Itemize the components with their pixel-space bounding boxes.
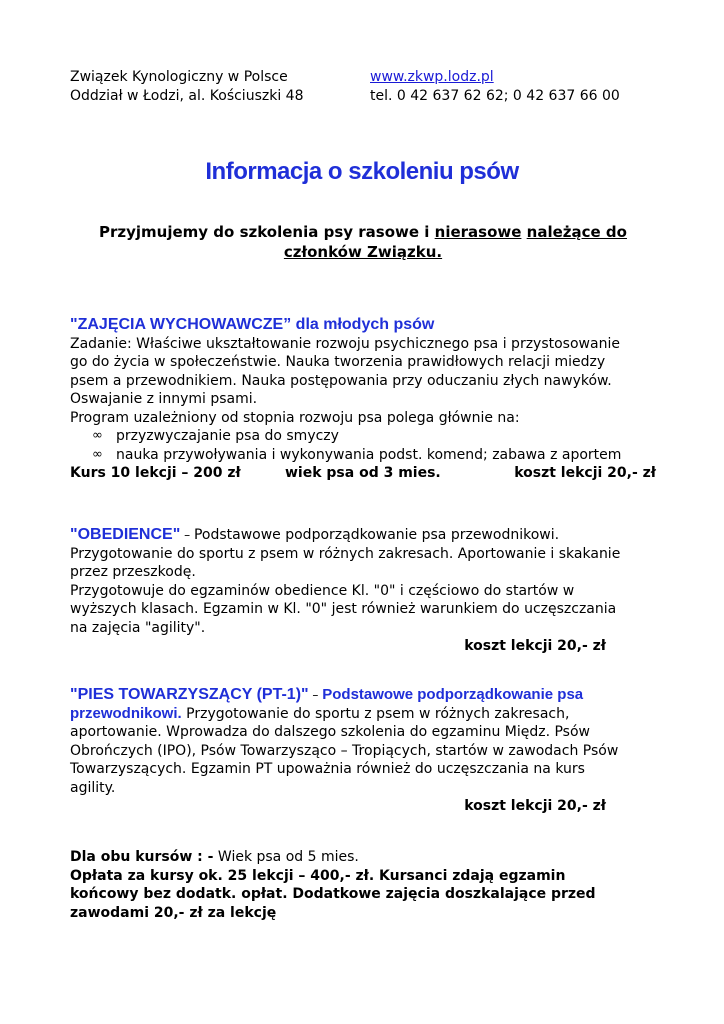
section2-heading: "OBEDIENCE" xyxy=(70,526,181,543)
page-title: Informacja o szkoleniu psów xyxy=(205,158,519,185)
course-length-price: Kurs 10 lekcji – 200 zł xyxy=(70,465,241,481)
section2-line: przez przeszkodę. xyxy=(70,564,196,580)
infinity-bullet-icon: ∞ xyxy=(92,446,103,462)
intro-nalezace: należące do xyxy=(526,223,627,241)
section1-line: Zadanie: Właściwe ukształtowanie rozwoju psychicznego psa i przystosowanie xyxy=(70,335,620,352)
footer-label-rest: Wiek psa od 5 mies. xyxy=(213,849,359,865)
section-obedience xyxy=(70,526,656,656)
bullet-text: nauka przywoływania i wykonywania podst. komend; zabawa z aportem xyxy=(116,446,622,463)
section2-first-text: Podstawowe podporządkowanie psa przewodnikowi. xyxy=(193,527,560,543)
section1-bullet-list xyxy=(70,427,656,464)
section2-line: Przygotowanie do sportu z psem w różnych zakresach. Aportowanie i skakanie xyxy=(70,545,621,562)
section3-line: agility. xyxy=(70,779,116,796)
section1-line: psem a przewodnikiem. Nauka postępowania przy oduczaniu złych nawyków. xyxy=(70,372,612,389)
section1-line: Program uzależniony od stopnia rozwoju psa polega głównie na: xyxy=(70,409,520,426)
section-pies-towarzyszacy xyxy=(70,686,656,816)
bullet-text: przyzwyczajanie psa do smyczy xyxy=(116,428,339,444)
branch-address: Oddział w Łodzi, al. Kościuszki 48 xyxy=(70,88,304,104)
section2-lesson-cost: koszt lekcji 20,- zł xyxy=(464,638,606,654)
section3-lead-1: Podstawowe podporządkowanie psa xyxy=(322,686,584,703)
section2-dash: – xyxy=(180,528,194,542)
section3-first-line xyxy=(70,686,656,705)
course-dog-age: wiek psa od 3 mies. xyxy=(285,465,441,481)
intro-line-1 xyxy=(70,222,656,242)
section1-heading-rest: dla młodych psów xyxy=(291,316,435,333)
section3-heading: "PIES TOWARZYSZĄCY (PT-1)" xyxy=(70,686,309,703)
section1-line: go do życia w społeczeństwie. Nauka tworzenia prawidłowych relacji miedzy xyxy=(70,354,606,370)
section3-dash: – xyxy=(308,688,323,702)
section2-first-line xyxy=(70,526,656,545)
footer-label: Dla obu kursów : - xyxy=(70,849,214,865)
section2-line: Przygotowuje do egzaminów obedience Kl. "0" i częściowo do startów w xyxy=(70,582,575,599)
section3-line: aportowanie. Wprowadza do dalszego szkolenia do egzaminu Międz. Psów xyxy=(70,724,590,740)
section3-first-rest: Przygotowanie do sportu z psem w różnych zakresach, xyxy=(181,705,570,722)
intro-text xyxy=(70,222,656,262)
footer-line: końcowy bez dodatk. opłat. Dodatkowe zajęcia doszkalające przed xyxy=(70,886,596,902)
section-both-courses xyxy=(70,848,656,922)
website-link[interactable]: www.zkwp.lodz.pl xyxy=(370,69,494,85)
section-zajecia-wychowawcze xyxy=(70,316,656,483)
section1-line: Oswajanie z innymi psami. xyxy=(70,391,258,407)
phone-numbers: tel. 0 42 637 62 62; 0 42 637 66 00 xyxy=(370,88,620,104)
intro-part-1: Przyjmujemy do szkolenia psy rasowe i xyxy=(99,223,435,241)
section3-line: Towarzyszących. Egzamin PT upoważnia również do uczęszczania na kurs xyxy=(70,761,585,777)
intro-line-2: członków Związku. xyxy=(283,243,443,261)
section1-heading-quoted: "ZAJĘCIA WYCHOWAWCZE” xyxy=(70,316,292,333)
letterhead-row-2 xyxy=(70,87,670,106)
footer-line: zawodami 20,- zł za lekcję xyxy=(70,904,277,921)
organization-name: Związek Kynologiczny w Polsce xyxy=(70,69,288,85)
section3-line: Obrończych (IPO), Psów Towarzysząco – Tropiących, startów w zawodach Psów xyxy=(70,742,619,759)
section3-lesson-cost: koszt lekcji 20,- zł xyxy=(464,798,606,814)
intro-nierasowe: nierasowe xyxy=(434,223,522,241)
section3-second-line xyxy=(70,705,656,724)
footer-first-line xyxy=(70,848,656,867)
section3-lead-2: przewodnikowi. xyxy=(70,704,182,722)
letterhead xyxy=(70,68,670,106)
section1-heading xyxy=(70,316,656,335)
section1-course-info xyxy=(70,464,656,483)
infinity-bullet-icon: ∞ xyxy=(92,428,103,443)
lesson-cost: koszt lekcji 20,- zł xyxy=(514,465,656,481)
section2-line: na zajęcia "agility". xyxy=(70,619,206,636)
list-item xyxy=(92,446,656,465)
footer-line: Opłata za kursy ok. 25 lekcji – 400,- zł. Kursanci zdają egzamin xyxy=(70,867,566,884)
list-item xyxy=(92,427,656,446)
letterhead-row-1 xyxy=(70,68,670,87)
section2-line: wyższych klasach. Egzamin w Kl. "0" jest również warunkiem do uczęszczania xyxy=(70,601,617,617)
